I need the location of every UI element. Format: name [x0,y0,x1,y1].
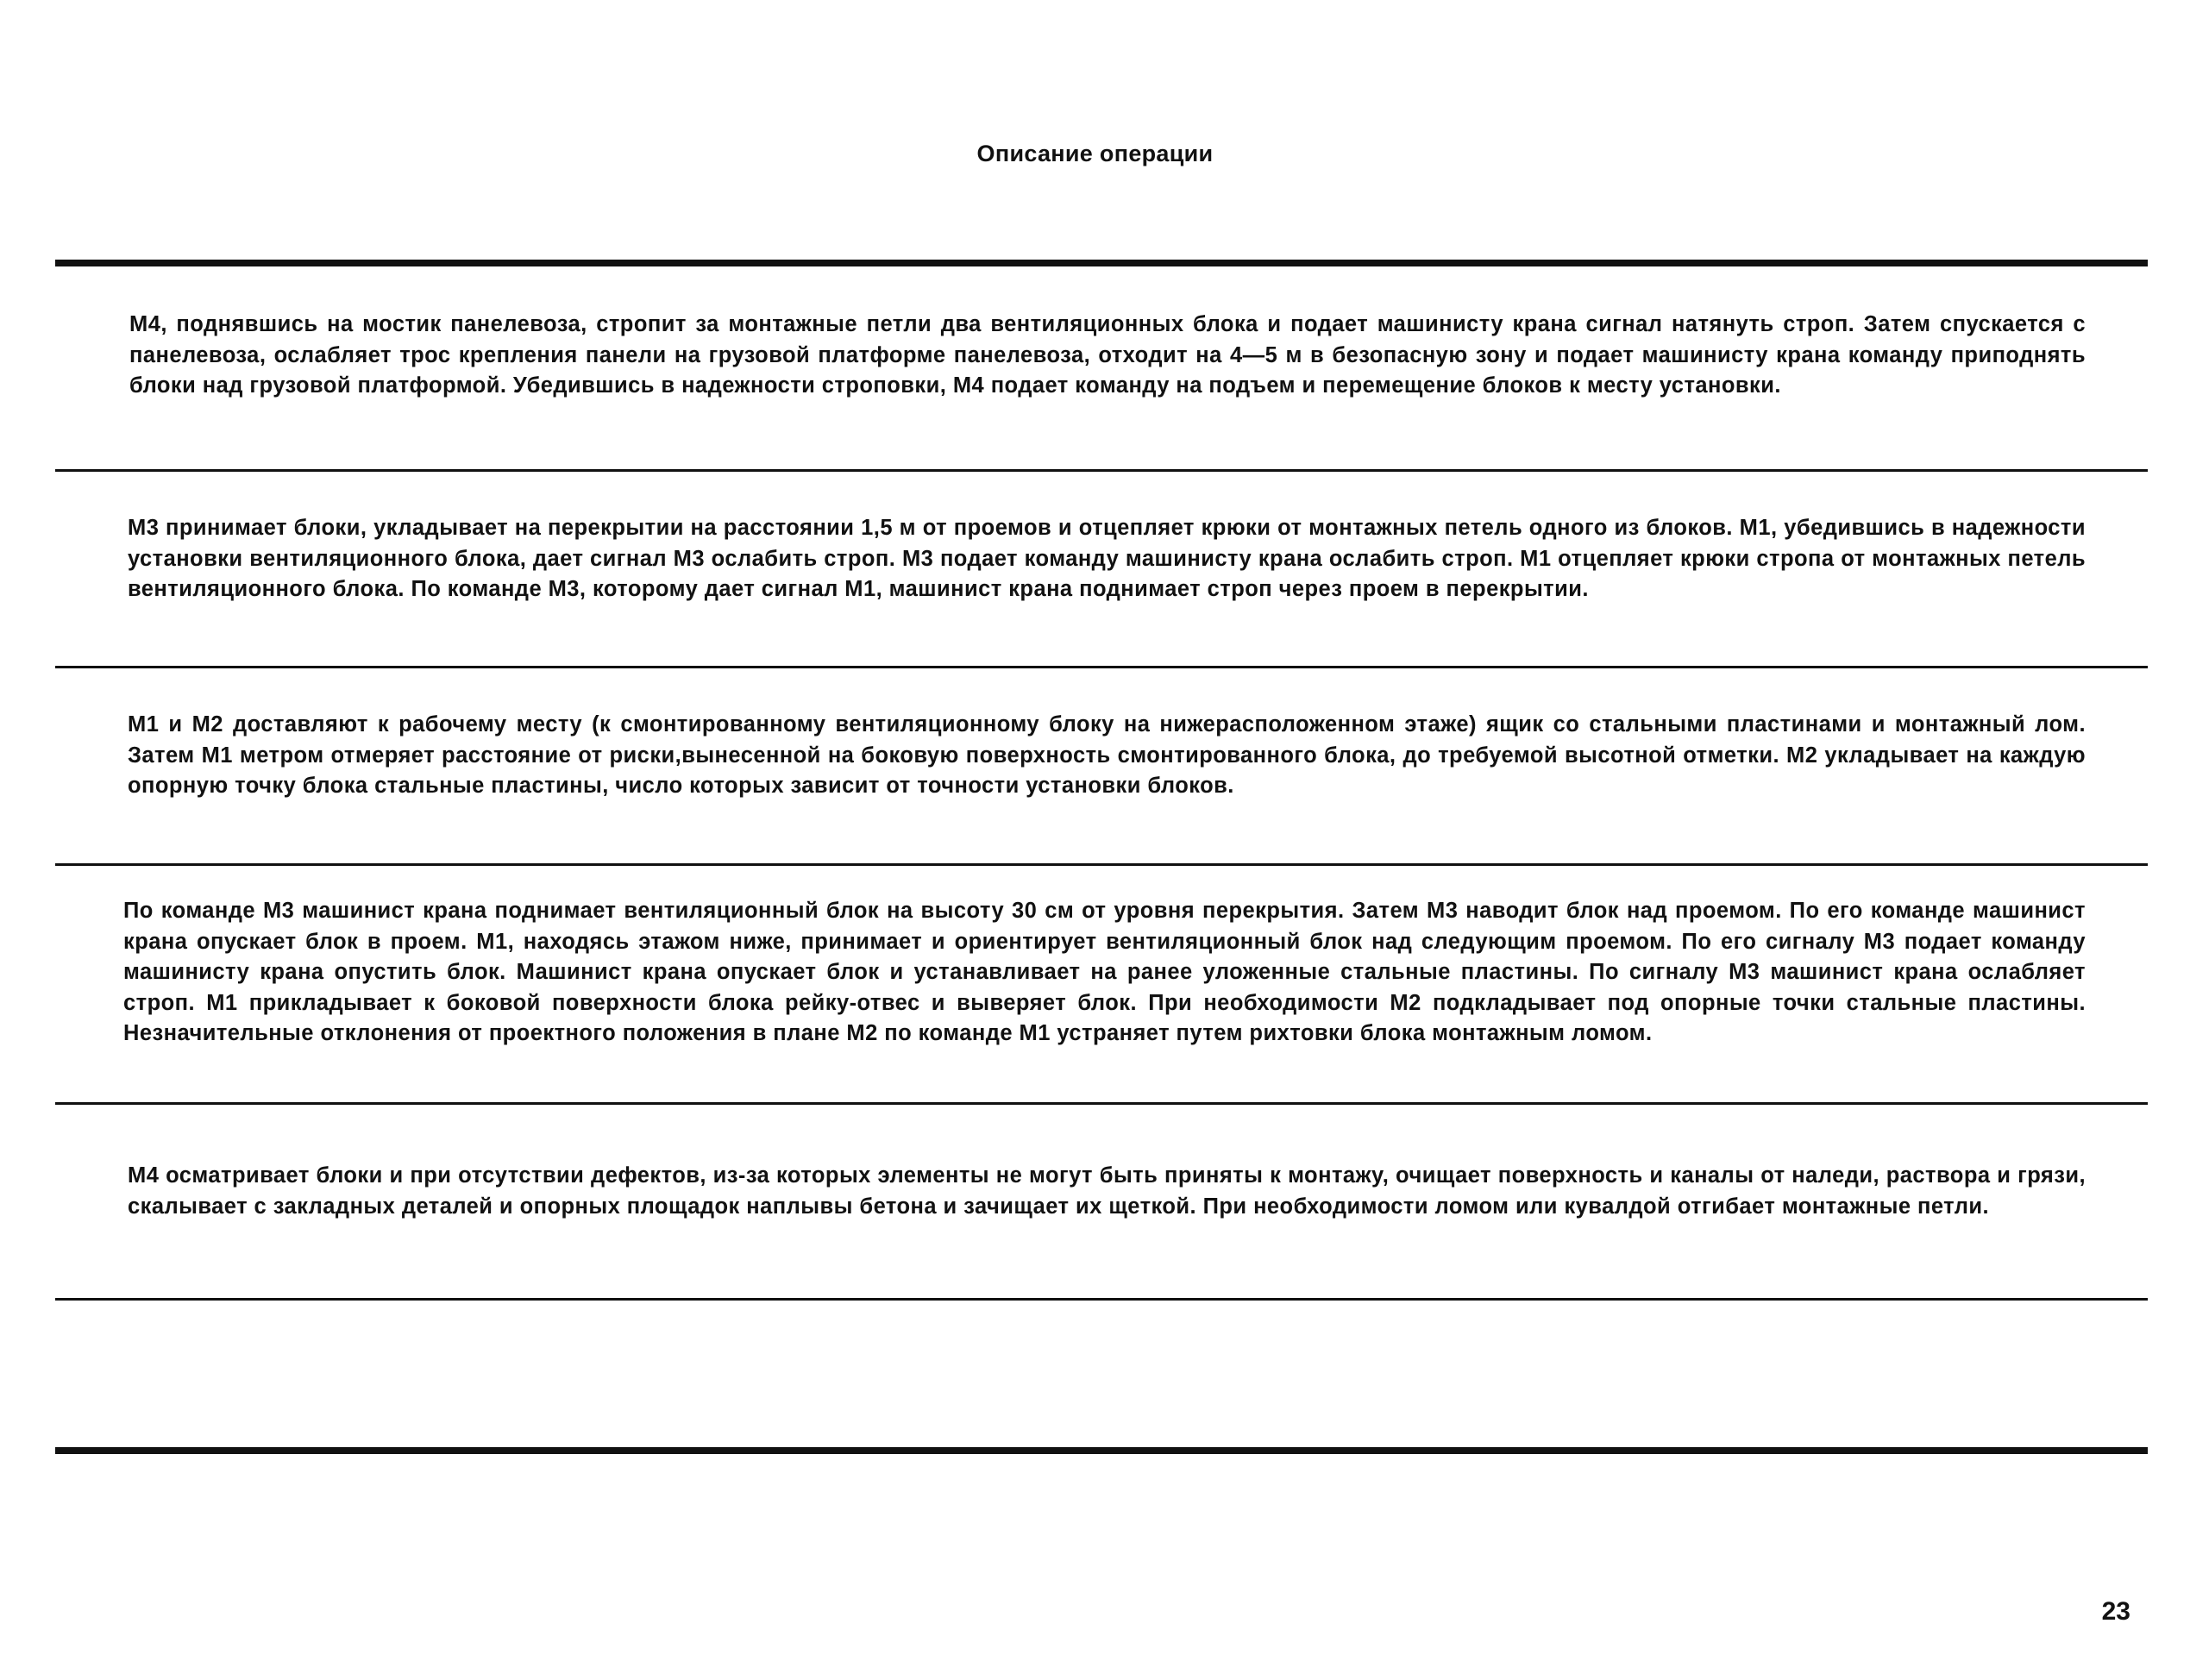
paragraph-5: М4 осматривает блоки и при отсутствии дефектов, из-за которых элементы не могут быть приняты к монтажу, очищает поверхность и каналы от наледи, раствора и грязи, скалывает с закладных деталей и опорных площадок наплывы бетона и зачищает их щеткой. При необходимости ломом или кувалдой отгибает монтажные петли. [128,1163,2086,1219]
bottom-thick-rule [55,1447,2148,1454]
page-number: 23 [2101,1597,2130,1626]
paragraph-1: М4, поднявшись на мостик панелевоза, стропит за монтажные петли два вентиляционных блока и подает машинисту крана сигнал натянуть строп. Затем спускается с панелевоза, ослабляет трос крепления панели на грузовой платформе панелевоза, отходит на 4—5 м в безопасную зону и подает машинисту крана команду приподнять блоки над грузовой платформой. Убедившись в надежности строповки, М4 подает команду на подъем и перемещение блоков к месту установки. [129,312,2086,398]
paragraph-4: По команде М3 машинист крана поднимает вентиляционный блок на высоту 30 см от уровня перекрытия. Затем М3 наводит блок над проемом. По его команде машинист крана опускает блок в проем. М1, находясь этажом ниже, принимает и ориентирует вентиляционный блок над следующим проемом. По его сигналу М3 подает команду машинисту крана опустить блок. Машинист крана опускает блок и устанавливает на ранее уложенные стальные пластины. По сигналу М3 машинист крана ослабляет строп. М1 прикладывает к боковой поверхности блока рейку-отвес и выверяет блок. При необходимости М2 подкладывает под опорные точки стальные пластины. Незначительные отклонения от проектного положения в плане М2 по команде М1 устраняет путем рихтовки блока монтажным ломом. [123,899,2086,1045]
divider-rule-5 [55,1298,2148,1301]
section-heading: Описание операции [976,141,1214,166]
divider-rule-3 [55,863,2148,866]
divider-rule-2 [55,666,2148,668]
paragraph-2: М3 принимает блоки, укладывает на перекрытии на расстоянии 1,5 м от проемов и отцепляет крюки от монтажных петель одного из блоков. М1, убедившись в надежности установки вентиляционного блока, дает сигнал М3 ослабить строп. М3 подает команду машинисту крана ослабить строп. М1 отцепляет крюки стропа от монтажных петель вентиляционного блока. По команде М3, которому дает сигнал М1, машинист крана поднимает строп через проем в перекрытии. [128,516,2086,601]
top-thick-rule [55,260,2148,266]
divider-rule-1 [55,469,2148,472]
divider-rule-4 [55,1102,2148,1105]
paragraph-3: М1 и М2 доставляют к рабочему месту (к смонтированному вентиляционному блоку на нижерасположенном этаже) ящик со стальными пластинами и монтажный лом. Затем М1 метром отмеряет расстояние от риски,вынесенной на боковую поверхность смонтированного блока, до требуемой высотной отметки. М2 укладывает на каждую опорную точку блока стальные пластины, число которых зависит от точности установки блоков. [128,712,2086,798]
